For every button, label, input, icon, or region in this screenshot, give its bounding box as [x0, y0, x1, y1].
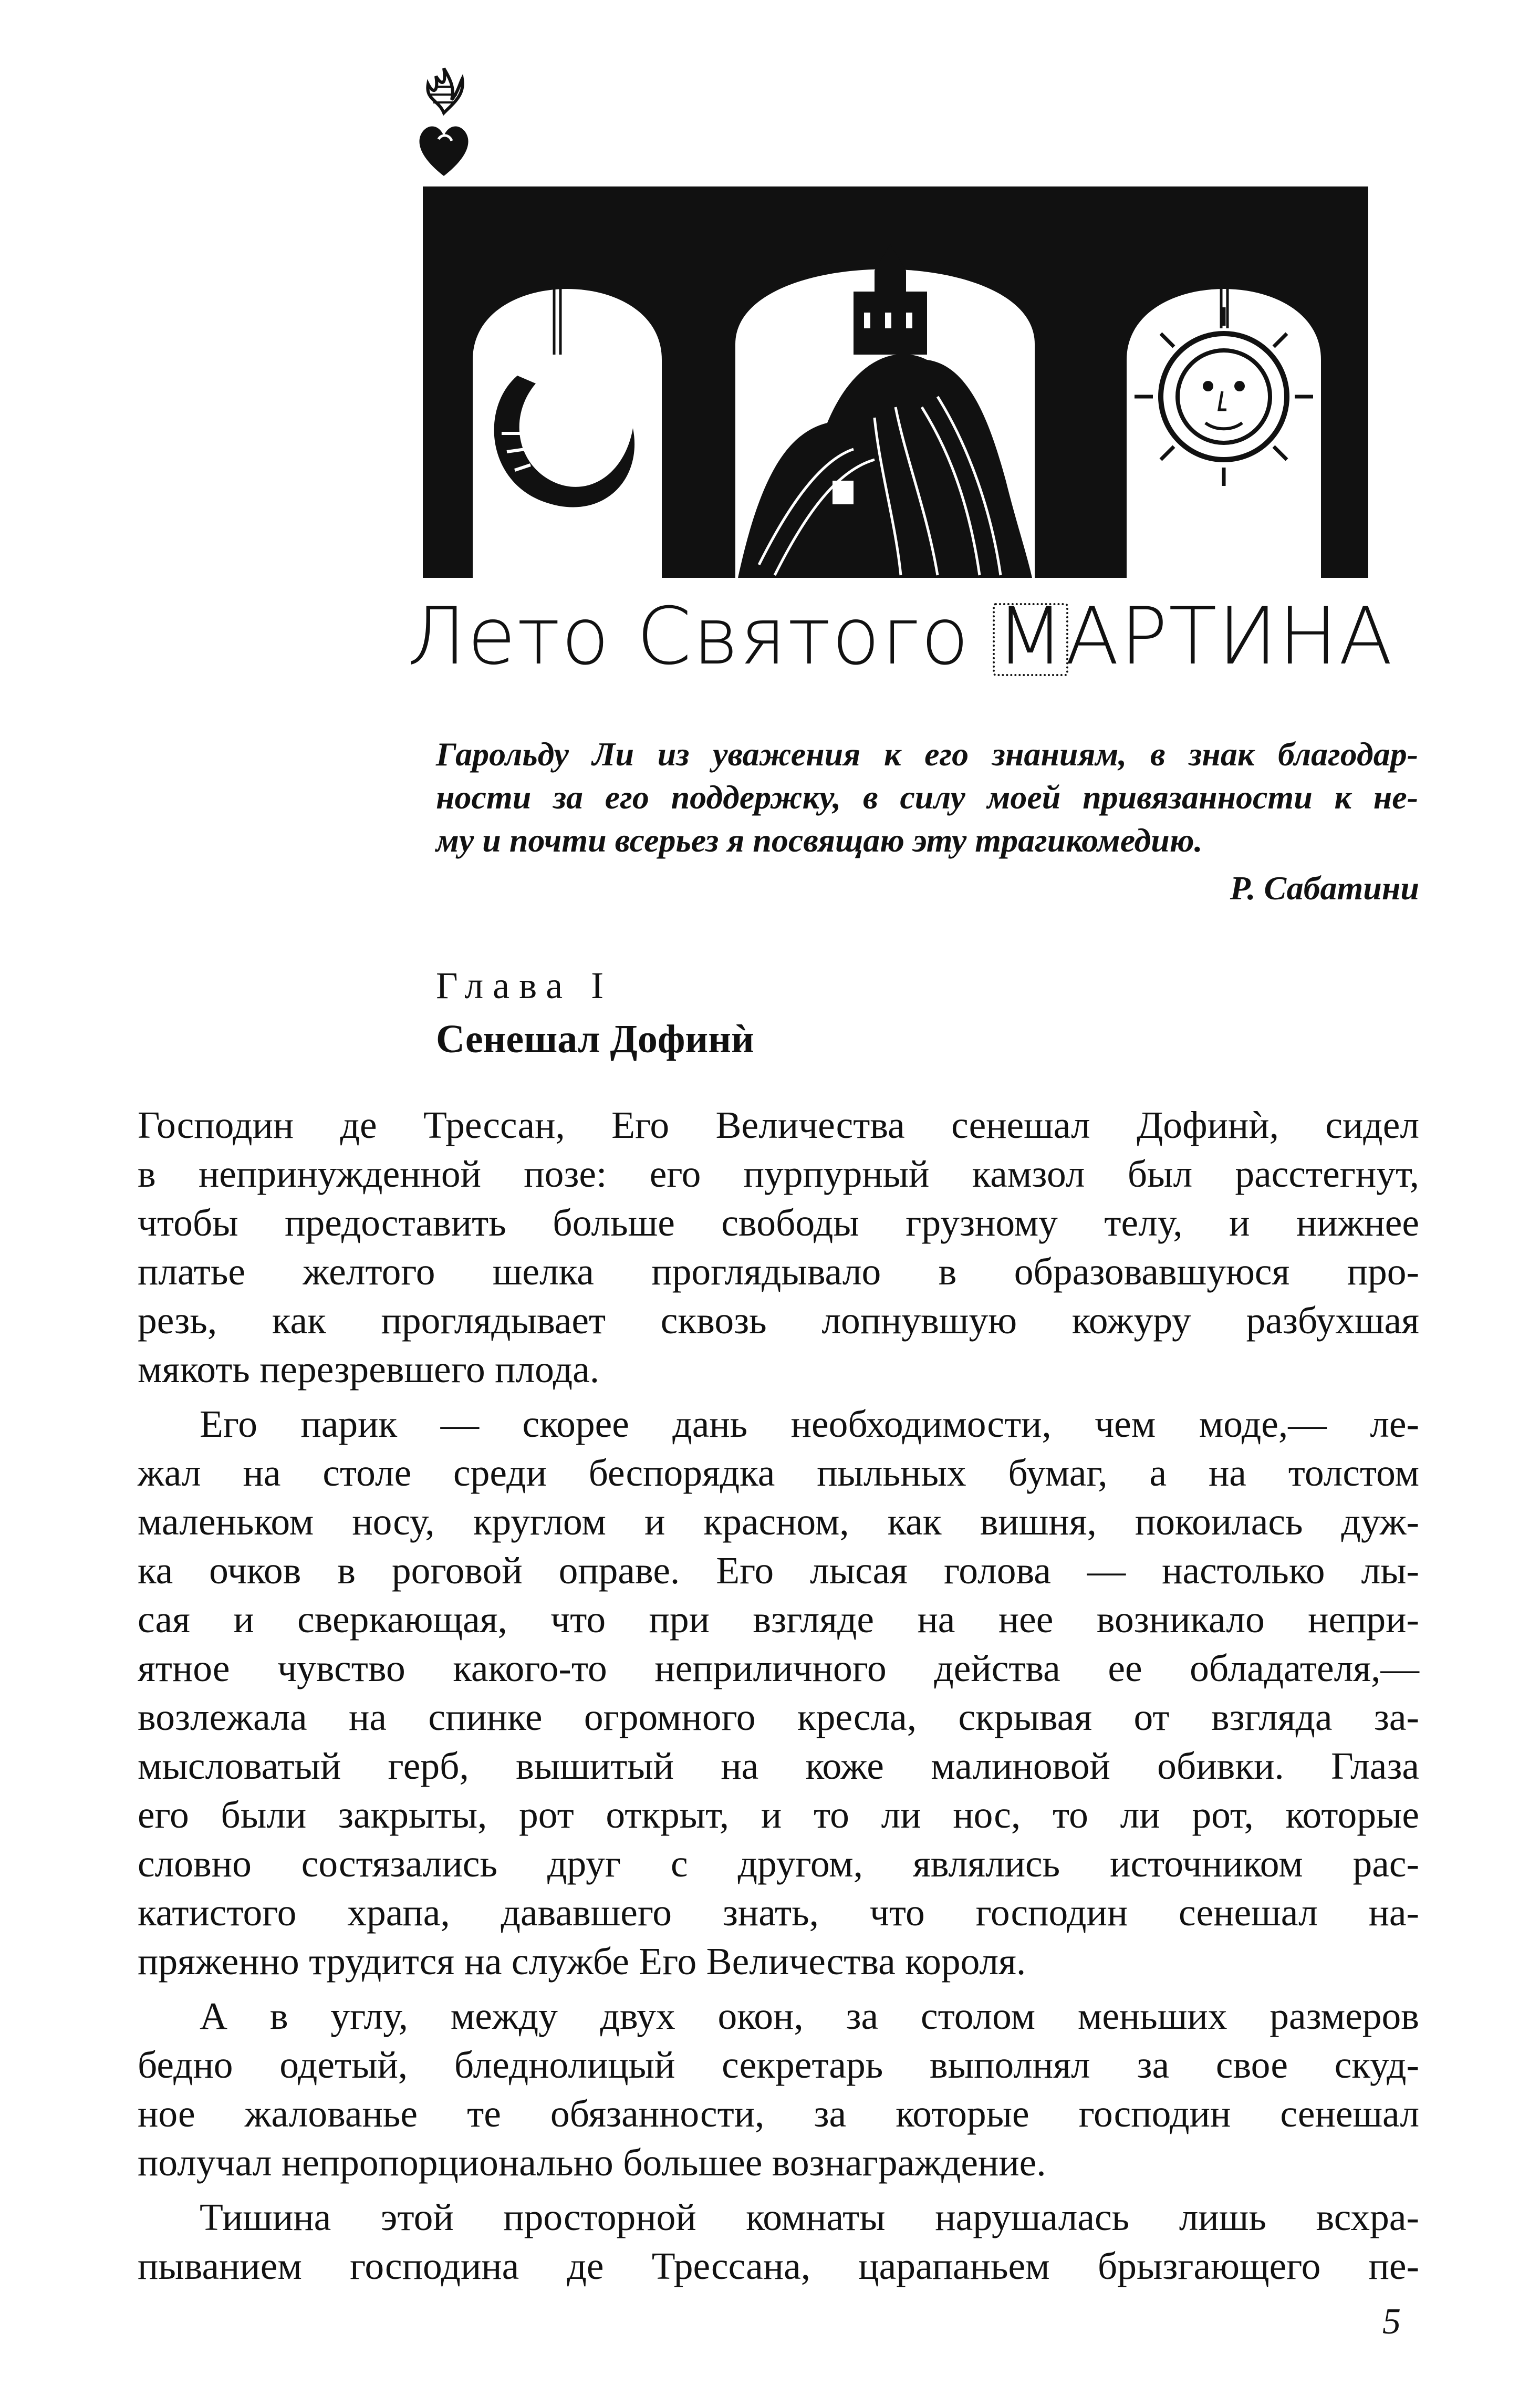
page-number: 5 [1382, 2301, 1401, 2342]
paragraph [138, 1399, 1419, 1986]
text-line: в непринужденной позе: его пурпурный камзол был расстегнут, [138, 1153, 1419, 1195]
text-line: пыванием господина де Трессана, царапаньем брызгающего пе- [138, 2245, 1419, 2287]
book-title-suffix: АРТИНА [1065, 591, 1394, 682]
paragraph [138, 1992, 1419, 2187]
text-line: маленьком носу, круглом и красном, как вишня, покоилась дуж- [138, 1500, 1419, 1543]
paragraph [138, 2193, 1419, 2290]
chapter-body [138, 1101, 1419, 2296]
book-title [407, 591, 1405, 682]
text-line: его были закрыты, рот открыт, и то ли нос, то ли рот, которые [138, 1793, 1419, 1836]
dedication-line: му и почти всерьез я посвящаю эту трагикомедию. [436, 822, 1203, 859]
text-line: сая и сверкающая, что при взгляде на нее возникало непри- [138, 1598, 1419, 1641]
text-line: чтобы предоставить больше свободы грузному телу, и нижнее [138, 1201, 1419, 1244]
text-line: ное жалованье те обязанности, за которые господин сенешал [138, 2092, 1419, 2135]
chapter-number: Глава I [436, 965, 613, 1007]
text-line: пряженно трудится на службе Его Величества короля. [138, 1940, 1026, 1983]
text-line: ятное чувство какого-то неприличного действа ее обладателя,— [138, 1647, 1419, 1689]
book-title-prefix: Лето Святого [407, 591, 996, 682]
arched-headpiece-illustration [423, 186, 1368, 578]
text-line: Его парик — скорее дань необходимости, чем моде,— ле- [200, 1403, 1419, 1445]
paragraph [138, 1101, 1419, 1394]
text-line: катистого храпа, дававшего знать, что господин сенешал на- [138, 1891, 1419, 1934]
dedication-line: ности за его поддержку, в силу моей привязанности к не- [436, 779, 1418, 816]
text-line: Тишина этой просторной комнаты нарушалась лишь всхра- [200, 2196, 1419, 2238]
chapter-title: Сенешал Дофинѝ [436, 1017, 754, 1061]
dedication [436, 733, 1418, 862]
text-line: ка очков в роговой оправе. Его лысая голова — настолько лы- [138, 1549, 1419, 1592]
text-line: платье желтого шелка проглядывало в образовавшуюся про- [138, 1250, 1419, 1293]
text-line: жал на столе среди беспорядка пыльных бумаг, а на толстом [138, 1451, 1419, 1494]
text-line: А в углу, между двух окон, за столом меньших размеров [200, 1995, 1419, 2037]
text-line: получал непропорционально большее вознаграждение. [138, 2141, 1046, 2184]
text-line: мякоть перезревшего плода. [138, 1348, 600, 1391]
decorated-initial: М [996, 591, 1065, 682]
text-line: Господин де Трессан, Его Величества сенешал Дофинѝ, сидел [138, 1104, 1419, 1146]
text-line: резь, как проглядывает сквозь лопнувшую кожуру разбухшая [138, 1299, 1419, 1342]
text-line: бедно одетый, бледнолицый секретарь выполнял за свое скуд- [138, 2044, 1419, 2086]
dedication-signature: Р. Сабатини [1230, 869, 1419, 907]
text-line: мысловатый герб, вышитый на коже малиновой обивки. Глаза [138, 1745, 1419, 1787]
flaming-heart-icon [410, 63, 478, 179]
dedication-line: Гарольду Ли из уважения к его знаниям, в знак благодар- [436, 735, 1418, 773]
text-line: возлежала на спинке огромного кресла, скрывая от взгляда за- [138, 1696, 1419, 1738]
text-line: словно состязались друг с другом, являлись источником рас- [138, 1842, 1419, 1885]
